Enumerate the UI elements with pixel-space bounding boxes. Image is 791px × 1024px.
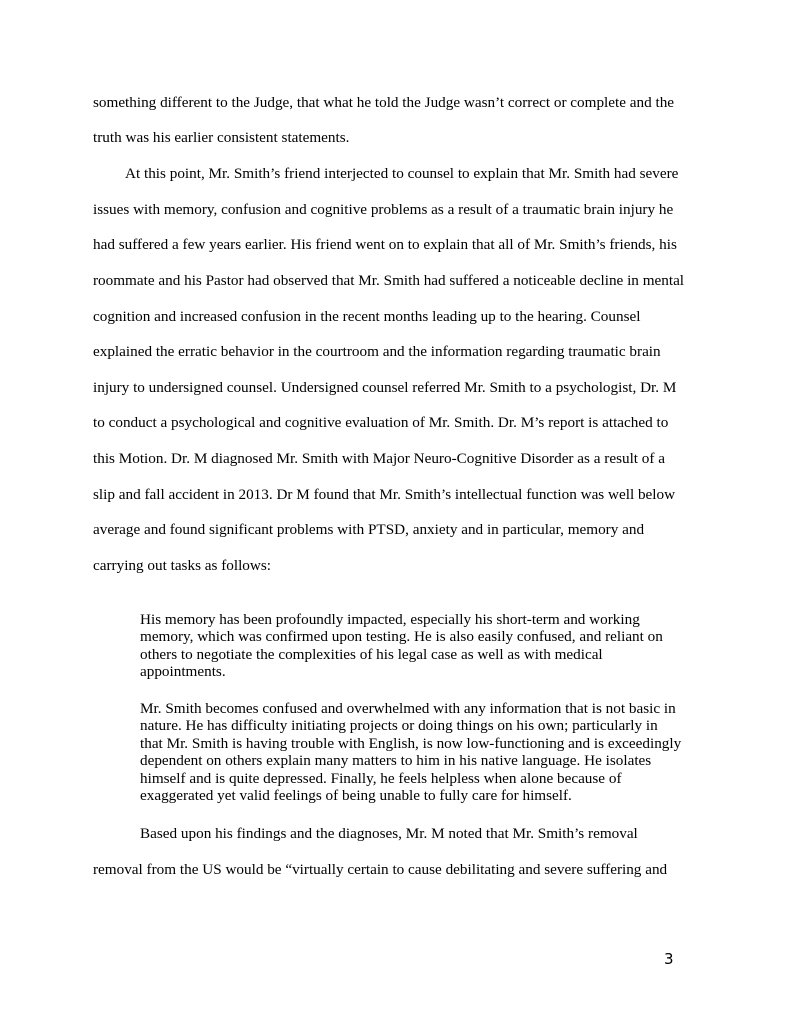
quote-line: exaggerated yet valid feelings of being unable to fully care for himself. <box>140 787 572 804</box>
text-line: issues with memory, confusion and cognitive problems as a result of a traumatic brain injury he <box>93 201 674 218</box>
quote-line: nature. He has difficulty initiating projects or doing things on his own; particularly in <box>140 717 658 734</box>
text-line: to conduct a psychological and cognitive evaluation of Mr. Smith. Dr. M’s report is attached to <box>93 414 669 431</box>
text-line: carrying out tasks as follows: <box>93 557 272 574</box>
text-line: injury to undersigned counsel. Undersigned counsel referred Mr. Smith to a psychologist, Dr. M <box>93 379 677 396</box>
text-line: roommate and his Pastor had observed that Mr. Smith had suffered a noticeable decline in mental <box>93 272 685 289</box>
quote-line: Mr. Smith becomes confused and overwhelmed with any information that is not basic in <box>140 700 676 717</box>
quote-line: appointments. <box>140 663 226 680</box>
text-line: cognition and increased confusion in the recent months leading up to the hearing. Counsel <box>93 308 641 325</box>
text-line: removal from the US would be “virtually certain to cause debilitating and severe suffering and <box>93 861 668 878</box>
quote-line: memory, which was confirmed upon testing. He is also easily confused, and reliant on <box>140 628 663 645</box>
text-line: Based upon his findings and the diagnoses, Mr. M noted that Mr. Smith’s removal <box>140 825 638 842</box>
text-line: slip and fall accident in 2013. Dr M found that Mr. Smith’s intellectual function was well below <box>93 486 676 503</box>
text-line: At this point, Mr. Smith’s friend interjected to counsel to explain that Mr. Smith had severe <box>125 165 679 182</box>
quote-line: others to negotiate the complexities of his legal case as well as with medical <box>140 646 603 663</box>
quote-line: that Mr. Smith is having trouble with English, is now low-functioning and is exceedingly <box>140 735 682 752</box>
quote-line: His memory has been profoundly impacted, especially his short-term and working <box>140 611 640 628</box>
quote-line: dependent on others explain many matters to him in his native language. He isolates <box>140 752 652 769</box>
page-number: 3 <box>664 950 674 968</box>
text-line: this Motion. Dr. M diagnosed Mr. Smith with Major Neuro-Cognitive Disorder as a result of a <box>93 450 665 467</box>
text-line: something different to the Judge, that what he told the Judge wasn’t correct or complete and the <box>93 94 675 111</box>
text-line: truth was his earlier consistent statements. <box>93 129 350 146</box>
quote-line: himself and is quite depressed. Finally, he feels helpless when alone because of <box>140 770 622 787</box>
text-line: average and found significant problems with PTSD, anxiety and in particular, memory and <box>93 521 645 538</box>
text-line: explained the erratic behavior in the courtroom and the information regarding traumatic brain <box>93 343 661 360</box>
text-line: had suffered a few years earlier. His friend went on to explain that all of Mr. Smith’s friends, his <box>93 236 677 253</box>
